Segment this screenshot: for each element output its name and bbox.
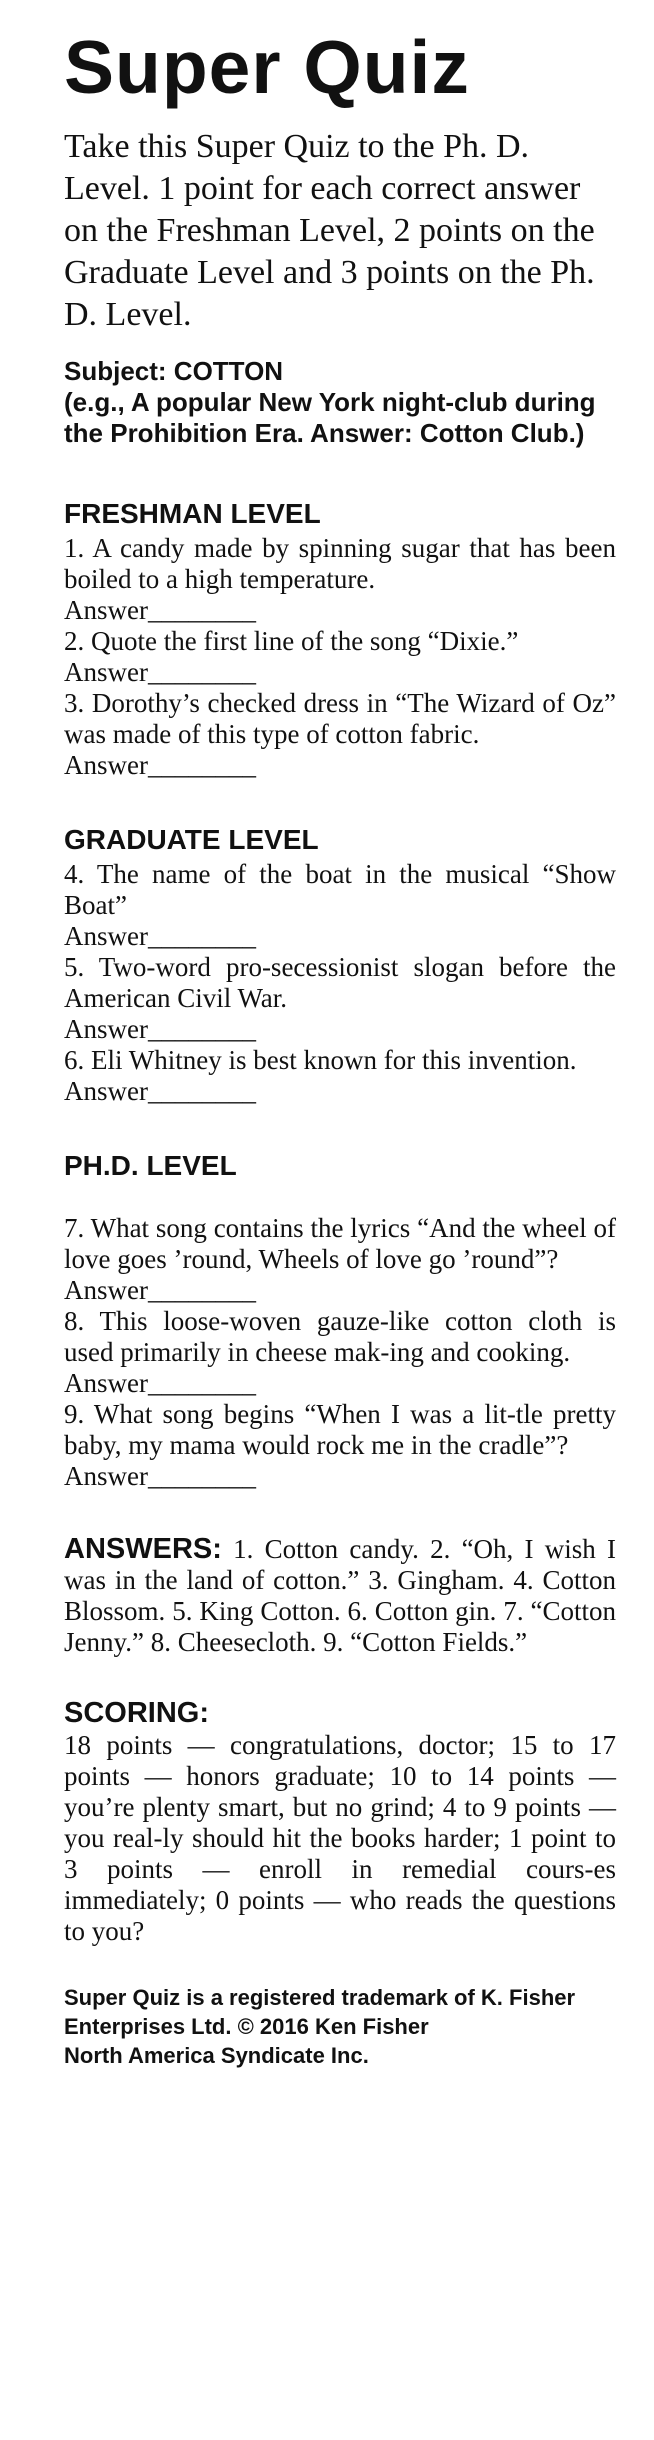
question-4: 4. The name of the boat in the musical “Show Boat” [64, 859, 616, 920]
quiz-intro: Take this Super Quiz to the Ph. D. Level. 1 point for each correct answer on the Freshman Level, 2 points on the Graduate Level and 3 points on the Ph. D. Level. [64, 128, 595, 333]
question-6: 6. Eli Whitney is best known for this invention. [64, 1045, 577, 1075]
answer-blank-6: Answer________ [64, 1076, 256, 1106]
scoring-text: 18 points — congratulations, doctor; 15 to 17 points — honors graduate; 10 to 14 points — you’re plenty smart, but no grind; 4 to 9 points — you real-ly should hit the books harder; 1 point to 3 points — enroll in remedial cours-es immediately; 0 points — who reads the questions to you? [64, 1730, 616, 1946]
answer-blank-9: Answer________ [64, 1461, 256, 1491]
question-2: 2. Quote the first line of the song “Dixie.” [64, 626, 519, 656]
phd-level-section [64, 1149, 616, 1492]
quiz-title: Super Quiz [64, 25, 470, 109]
question-8: 8. This loose-woven gauze-like cotton cloth is used primarily in cheese mak-ing and cooking. [64, 1306, 616, 1367]
answer-blank-2: Answer________ [64, 657, 256, 687]
question-7: 7. What song contains the lyrics “And the wheel of love goes ’round, Wheels of love go ’round”? [64, 1213, 616, 1274]
answer-blank-5: Answer________ [64, 1014, 256, 1044]
question-5: 5. Two-word pro-secessionist slogan before the American Civil War. [64, 952, 616, 1013]
syndicate-credit: North America Syndicate Inc. [64, 2043, 369, 2068]
freshman-level-heading: FRESHMAN LEVEL [64, 498, 321, 529]
answer-blank-8: Answer________ [64, 1368, 256, 1398]
question-1: 1. A candy made by spinning sugar that has been boiled to a high temperature. [64, 533, 616, 594]
answers-block [64, 1534, 616, 1658]
answer-blank-1: Answer________ [64, 595, 256, 625]
answer-blank-4: Answer________ [64, 921, 256, 951]
answer-blank-3: Answer________ [64, 750, 256, 780]
phd-level-heading: PH.D. LEVEL [64, 1150, 237, 1181]
scoring-heading: SCORING: [64, 1697, 209, 1729]
question-9: 9. What song begins “When I was a lit-tle pretty baby, my mama would rock me in the cradle”? [64, 1399, 616, 1460]
answer-blank-7: Answer________ [64, 1275, 256, 1305]
quiz-example: (e.g., A popular New York night-club during the Prohibition Era. Answer: Cotton Club.) [64, 387, 596, 448]
answers-text: 1. Cotton candy. 2. “Oh, I wish I was in the land of cotton.” 3. Gingham. 4. Cotton Blossom. 5. King Cotton. 6. Cotton gin. 7. “Cotton Jenny.” 8. Cheesecloth. 9. “Cotton Fields.” [64, 1534, 617, 1657]
freshman-level-section [64, 497, 616, 781]
question-3: 3. Dorothy’s checked dress in “The Wizard of Oz” was made of this type of cotton fabric. [64, 688, 616, 749]
graduate-level-section [64, 823, 616, 1107]
trademark-notice: Super Quiz is a registered trademark of K. Fisher Enterprises Ltd. © 2016 Ken Fisher [64, 1985, 576, 2039]
graduate-level-heading: GRADUATE LEVEL [64, 824, 319, 855]
quiz-subject: Subject: COTTON [64, 356, 284, 386]
answers-label: ANSWERS: [64, 1533, 222, 1565]
